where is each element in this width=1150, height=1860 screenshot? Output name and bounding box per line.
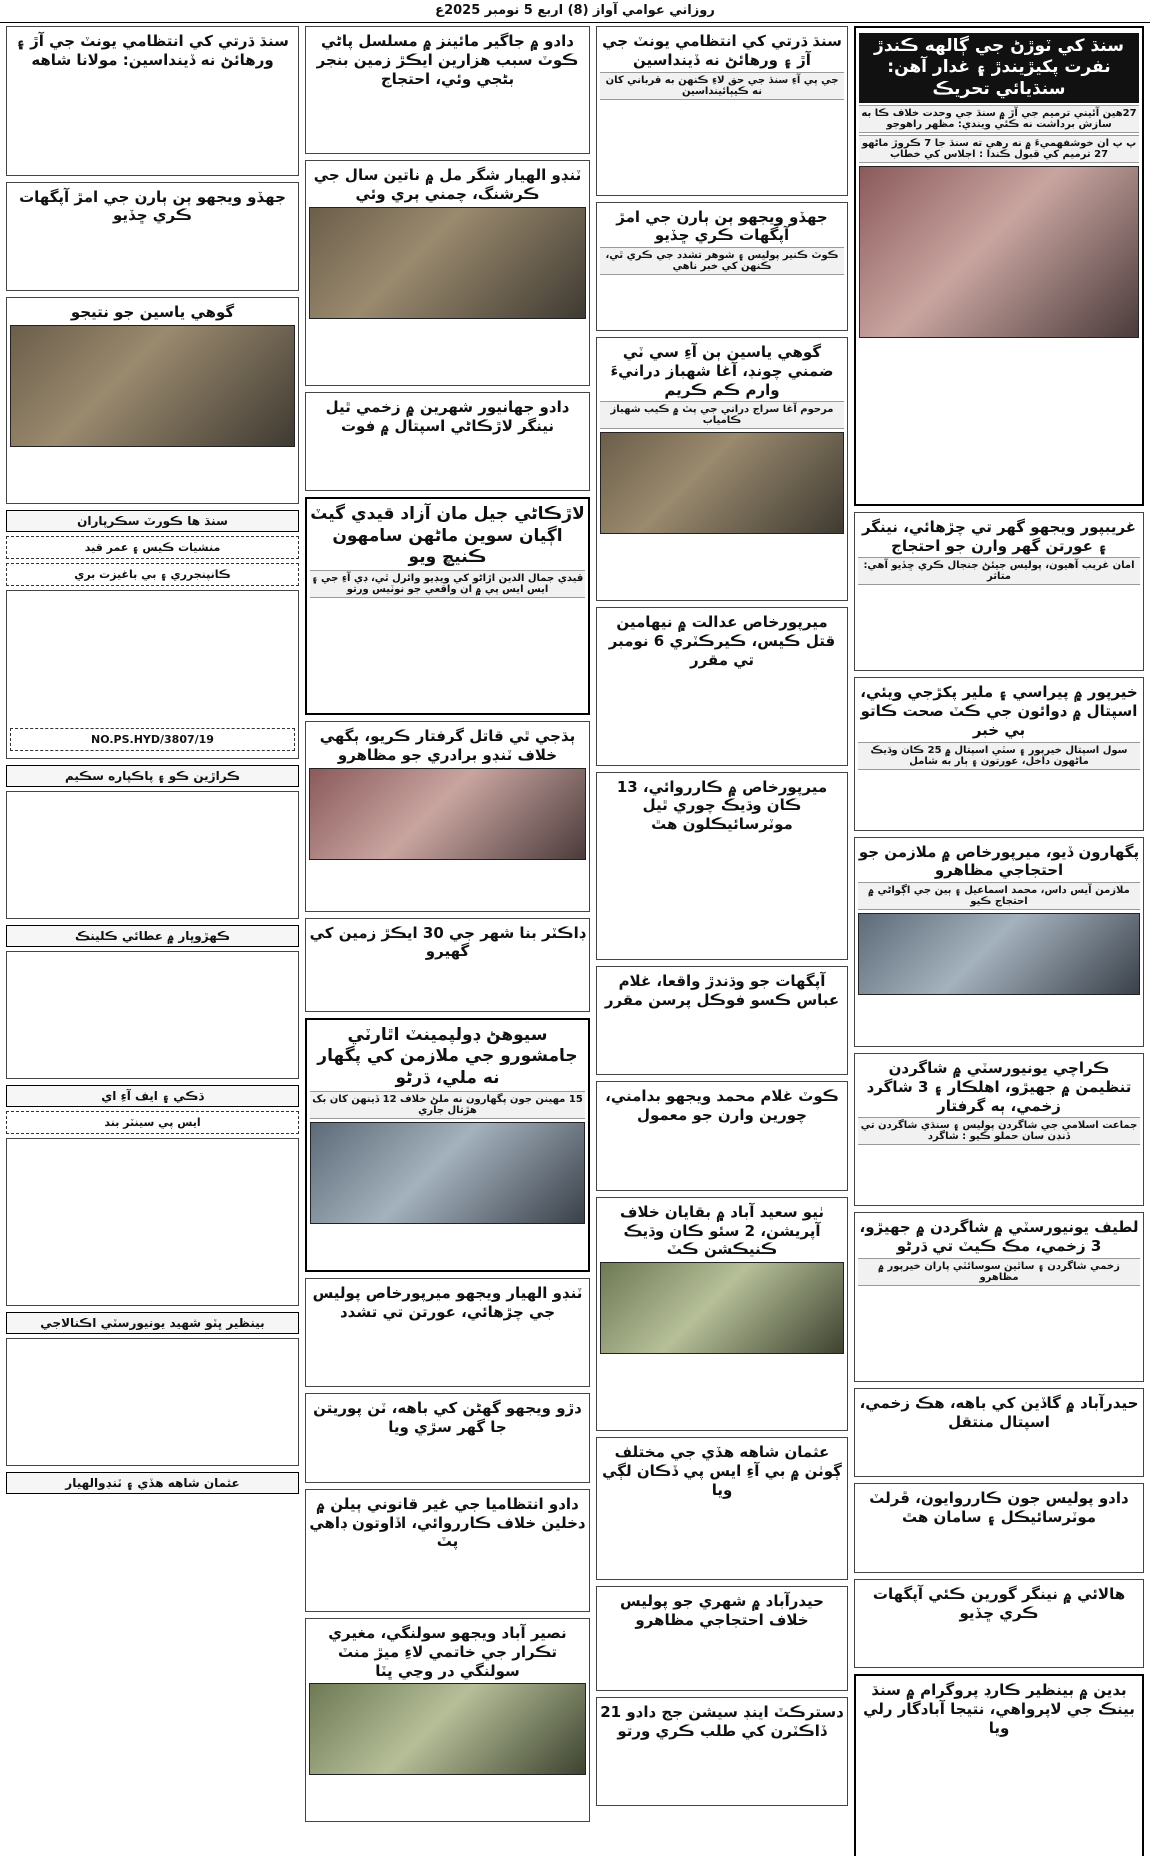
story-c3-4: [305, 497, 590, 715]
notice-box-8: بينظير ڀٽو شهيد يونيورسٽي اڪنالاجي: [6, 1312, 299, 1334]
headline: جهڏو ويجهو ٻن ٻارن جي امڙ آپگهات ڪري ڇڏيو: [616, 207, 828, 245]
story-c1-6: [854, 1212, 1144, 1382]
column-1: [854, 26, 1144, 1856]
headline: ڊاڪٽر بنا شهر جي 30 ايڪڙ زمين کي گهيرو: [309, 923, 586, 961]
column-3: [305, 26, 590, 1856]
headline: دادو انتظاميا جي غير قانوني ٻيلن ۾ دخلين خلاف ڪارروائي، اڏاوتون ڊاهي پٽ: [309, 1494, 586, 1551]
headline: نصير آباد ويجهو سولنگي، مغيري تڪرار جي خاتمي لاءِ ميڙ منٽ سولنگي در وڃي ڀٽا: [328, 1624, 567, 1680]
body: [600, 537, 844, 597]
story-c2-5: [596, 772, 848, 960]
headline: دسترڪٽ اينڊ سيشن جج دادو 21 ڏاڪٽرن کي طلب ڪري ورتو: [600, 1702, 844, 1740]
body: [310, 600, 585, 710]
story-c4-6: [6, 951, 299, 1079]
body: [858, 1529, 1140, 1569]
body: [10, 594, 295, 724]
story-c1-7: [854, 1388, 1144, 1478]
story-c4-8: [6, 1338, 299, 1466]
headline: ٺيو سعيد آباد ۾ بقايان خلاف آپريشن، 2 سئو ڪان وڌيڪ ڪنيڪشن ڪٽ: [620, 1202, 824, 1259]
headline: جهڏو ويجهو ٻن ٻارن جي امڙ آپگهات ڪري ڇڏيو: [19, 187, 286, 225]
body: [309, 1439, 586, 1479]
story-c3-9: [305, 1393, 590, 1483]
photo: [309, 207, 586, 319]
notice-box-2: منشيات ڪيس ۽ عمر قيد: [6, 536, 299, 559]
body: [309, 322, 586, 382]
photo: [858, 913, 1140, 995]
subhead: قيدي جمال الدين اڙاڻو کي ويڊيو وائرل ٿي، ڊي آءِ جي ۽ ايس ايس پي ۾ ان واقعي جو نوٽيس ورتو: [310, 570, 585, 598]
headline: خيرپور ۾ پيراسي ۽ ملير پکڙجي ويئي، اسپتال ۾ دوائون جي ڪٽ صحت ڪاتو بي خبر: [860, 683, 1138, 739]
body: [10, 72, 295, 172]
subhead: مرحوم آغا سراج دراني جي پٽ ۾ ڪيب شهباز ڪامياب: [600, 401, 844, 429]
lead-story: [854, 26, 1144, 506]
story-c3-7: [305, 1018, 590, 1272]
column-4: [6, 26, 299, 1856]
story-c1-9: [854, 1579, 1144, 1669]
headline: سنڌ ڌرتي کي انتظامي يونٽ جي آڙ ۽ ورهائڻ نه ڏينداسين: [602, 32, 842, 69]
body: [858, 998, 1140, 1043]
headline: گوهي ياسين ٻن آءِ سي ٽي ضمني چونڊ، آغا شهباز درانيءَ وارم ڪم ڪريم: [610, 343, 834, 399]
headline: دادو پوليس جون ڪارروايون، ڦرلٽ موٽرسائيڪل ۽ سامان هٿ: [869, 1489, 1129, 1526]
body: [858, 1624, 1140, 1664]
body: [600, 672, 844, 762]
headline: پگهارون ڏيو، ميرپورخاص ۾ ملازمن جو احتجاجي مظاهرو: [858, 842, 1140, 880]
subhead: سول اسپتال خيرپور ۽ سٽي اسپتال ۾ 25 ڪان وڌيڪ ماڻهون داخل، عورتون ۽ ٻار به شامل: [858, 742, 1140, 770]
body: [309, 437, 586, 487]
story-c4-1: [6, 26, 299, 176]
notice-box-6: ڌڪي ۽ ايف آءِ اي: [6, 1085, 299, 1107]
story-c2-9: [596, 1437, 848, 1580]
body: [309, 1553, 586, 1608]
notice-box-4: ڪراڙين ڪو ۽ پاڪپاره سڪيم: [6, 765, 299, 787]
story-c3-10: [305, 1489, 590, 1612]
headline: ٽنڊو الهيار ويجهو ميرپورخاص پوليس جي چڙهائي، عورتن تي تشدد: [312, 1283, 583, 1321]
story-c2-2: [596, 202, 848, 332]
masthead: روزاني عوامي آواز (8) اربع 5 نومبر 2025ع: [0, 0, 1150, 23]
headline: عثمان شاهه هڏي جي مختلف ڳوٺن ۾ بي آءِ ايس پي ڏڪان لڳي ويا: [602, 1443, 842, 1499]
body: [858, 1147, 1140, 1202]
story-c3-3: [305, 392, 590, 492]
story-c3-6: [305, 918, 590, 1013]
subhead: ڪوٽ ڪنير پوليس ۽ شوهر تشدد جي ڪري ٿي، ڪنهن کي خبر ناهي: [600, 247, 844, 275]
body: [600, 1501, 844, 1576]
photo: [600, 432, 844, 534]
photo: [309, 1683, 586, 1775]
headline: لطيف يونيورسٽي ۾ شاگردن ۾ جهيڙو، 3 زخمي، مڪ ڪيٽ تي ڌرڻو: [859, 1218, 1139, 1255]
subhead: ملازمن آيس داس، محمد اسماعيل ۽ ٻين جي اڳواڻي ۾ احتجاج ڪيو: [858, 882, 1140, 910]
body: [10, 1142, 295, 1302]
notice-box-3: ڪانپنجرري ۽ بي باغيزت بري: [6, 563, 299, 586]
body: [600, 1357, 844, 1427]
subhead: زخمي شاگردن ۽ ساٿين سوسائٽي پاران خيرپور ۾ مظاهرو: [858, 1258, 1140, 1286]
story-c1-8: [854, 1483, 1144, 1573]
headline: ڪوٽ غلام محمد ويجهو بدامني، چورين وارن جو معمول: [605, 1087, 839, 1124]
headline: دڙو ويجهو گهڻن کي باهه، ٽن پوريتن جا گهر سڙي ويا: [313, 1399, 582, 1436]
story-c1-3: [854, 677, 1144, 830]
headline: گوهي ياسين جو نتيجو: [70, 303, 235, 321]
subhead: 15 مهينن جون پگهارون نه ملڻ خلاف 12 ڏينهن کان بک هڙتال جاري: [310, 1091, 585, 1119]
headline: ٻڌجي ٿي قاتل گرفتار ڪريو، ٻگهي خلاف ٽنڊو برادري جو مظاهرو: [319, 727, 576, 764]
headline: هالائي ۾ نينگر گورين ڪئي آپگهات ڪري ڇڏيو: [872, 1584, 1126, 1622]
subhead: امان غريب آهيون، پوليس جيئڻ جنجال ڪري ڇڏيو آهي: متاثر: [858, 557, 1140, 585]
headline: حيدرآباد ۾ گاڏين کي باهه، هڪ زخمي، اسپتال منتقل: [859, 1393, 1139, 1431]
story-c2-11: [596, 1697, 848, 1807]
body: [600, 102, 844, 192]
notice-box-1: سنڌ ها ڪورٽ سڪرپاران: [6, 510, 299, 532]
body: [859, 1740, 1139, 1857]
headline: ڪراچي يونيورسٽي ۾ شاگردن تنظيمن ۾ جهيڙو، اهلڪار ۽ 3 شاگرد زخمي، ٻه گرفتار: [866, 1059, 1132, 1115]
notice-number: NO.PS.HYD/3807/19: [10, 728, 295, 751]
headline: سنڌ ڌرتي کي انتظامي يونٽ جي آڙ ۽ ورهائڻ نه ڏينداسين: مولانا شاهه: [16, 32, 289, 69]
body: [600, 1632, 844, 1687]
body: [10, 955, 295, 1075]
story-c2-4: [596, 607, 848, 765]
story-c2-6: [596, 966, 848, 1076]
story-c3-11: [305, 1618, 590, 1822]
body: [858, 587, 1140, 667]
story-c3-2: [305, 160, 590, 386]
story-c2-7: [596, 1081, 848, 1191]
lead-subhead-2: پ پ ان خوشفهميءَ ۾ نه رهي ته سنڌ جا 7 ڪروڙ ماڻهو 27 ترميم کي قبول ڪندا : اجلاس کي خطاب: [859, 135, 1139, 163]
body: [600, 277, 844, 327]
body: [858, 1288, 1140, 1378]
headline: حيدرآباد ۾ شهري جو پوليس خلاف احتجاجي مظاهرو: [620, 1592, 824, 1629]
body: [310, 1227, 585, 1267]
lead-subhead: 27هين آئيني ترميم جي آڙ ۾ سنڌ جي وحدت خلاف ڪا به سازش برداشت نه ڪئي ويندي: مظهر راهوجو: [859, 105, 1139, 133]
body: [309, 1323, 586, 1383]
story-c3-8: [305, 1278, 590, 1388]
body: [600, 1127, 844, 1187]
story-c2-3: [596, 337, 848, 601]
photo: [310, 1122, 585, 1224]
body: [309, 90, 586, 150]
notice-box-9: عثمان شاهه هڏي ۽ ٽنڊوالهيار: [6, 1472, 299, 1494]
column-2: [596, 26, 848, 1856]
story-c3-5: [305, 721, 590, 912]
notice-box-5: ڪهڙوڀار ۾ عطائي ڪلينڪ: [6, 925, 299, 947]
headline: ميرپورخاص عدالت ۾ نيهامين قتل ڪيس، ڪيرڪٽري 6 نومبر تي مقرر: [608, 613, 836, 669]
body: [10, 227, 295, 287]
story-c1-2: [854, 512, 1144, 672]
lead-body: [859, 341, 1139, 501]
headline: دادو ۾ جاگير مائينز ۾ مسلسل پاڻي ڪوٽ سبب هزارين ايڪڙ زمين بنجر بڻجي وئي، احتجاج: [316, 32, 579, 88]
body: [10, 795, 295, 915]
body: [309, 1778, 586, 1818]
body: [600, 836, 844, 956]
photo: [309, 768, 586, 860]
story-c4-7: [6, 1138, 299, 1306]
photo: [600, 1262, 844, 1354]
headline: ميرپورخاص ۾ ڪارروائي، 13 ڪان وڌيڪ چوري ٿيل موٽرسائيڪلون هٿ: [616, 777, 828, 833]
story-c3-1: [305, 26, 590, 154]
story-c1-10: [854, 1674, 1144, 1856]
headline: سيوهڻ ڊولپمينٽ اٿارٽي جامشورو جي ملازمن کي پگهار نه ملي، ڌرڻو: [317, 1025, 578, 1088]
body: [10, 1342, 295, 1462]
headline: لاڙڪاڻي جيل مان آزاد قيدي گيٽ اڳيان سوين ماڻهن سامهون ڪنيچ ويو: [310, 504, 585, 567]
body: [309, 863, 586, 908]
photo: [10, 325, 295, 447]
lead-headline: سنڌ کي ٽوڙڻ جي ڳالهه ڪندڙ نفرت پکيڙيندڙ ۽ غدار آهن: سنڌيائي تحريڪ: [859, 33, 1139, 103]
story-c2-1: [596, 26, 848, 196]
story-c4-4: [6, 590, 299, 759]
story-c4-5: [6, 791, 299, 919]
body: [600, 1011, 844, 1071]
body: [10, 450, 295, 500]
story-c2-10: [596, 1586, 848, 1691]
headline: ٽنڊو الهيار شگر مل ۾ ناتين سال جي ڪرشنگ، چمني ٻري وئي: [313, 166, 582, 203]
body: [858, 772, 1140, 827]
body: [600, 1742, 844, 1802]
subhead: جي پي آءِ سنڌ جي حق لاءِ ڪنهن به قرباني کان نه ڪيٻائينداسين: [600, 72, 844, 100]
headline: دادو جهانيور شهرين ۾ زخمي ٿيل نينگر لاڙڪاڻي اسپتال ۾ فوت: [325, 397, 570, 435]
headline: بدين ۾ بينظير ڪارڊ پروگرام ۾ سنڌ بينڪ جي لاپرواهي، نتيجا آبادگار رلي ويا: [863, 1681, 1135, 1737]
story-c1-5: [854, 1053, 1144, 1206]
story-c2-8: [596, 1197, 848, 1431]
headline: آپگهات جو وڌندڙ واقعا، غلام عباس ڪسو فوڪل پرسن مقرر: [604, 971, 840, 1009]
story-c1-4: [854, 837, 1144, 1048]
body: [858, 1433, 1140, 1473]
notice-box-7: ايس پي سينٽر بند: [6, 1111, 299, 1134]
story-c4-2: [6, 182, 299, 292]
story-c4-3: [6, 297, 299, 504]
headline: غريبپور ويجهو گهر تي چڙهائي، نينگر ۽ عورتن گهر وارن جو احتجاج: [861, 517, 1137, 555]
lead-photo: [859, 166, 1139, 338]
subhead: جماعت اسلامي جي شاگردن پوليس ۽ سنڌي شاگردن تي ڏنڊن سان حملو ڪيو : شاگرد: [858, 1117, 1140, 1145]
body: [309, 963, 586, 1008]
